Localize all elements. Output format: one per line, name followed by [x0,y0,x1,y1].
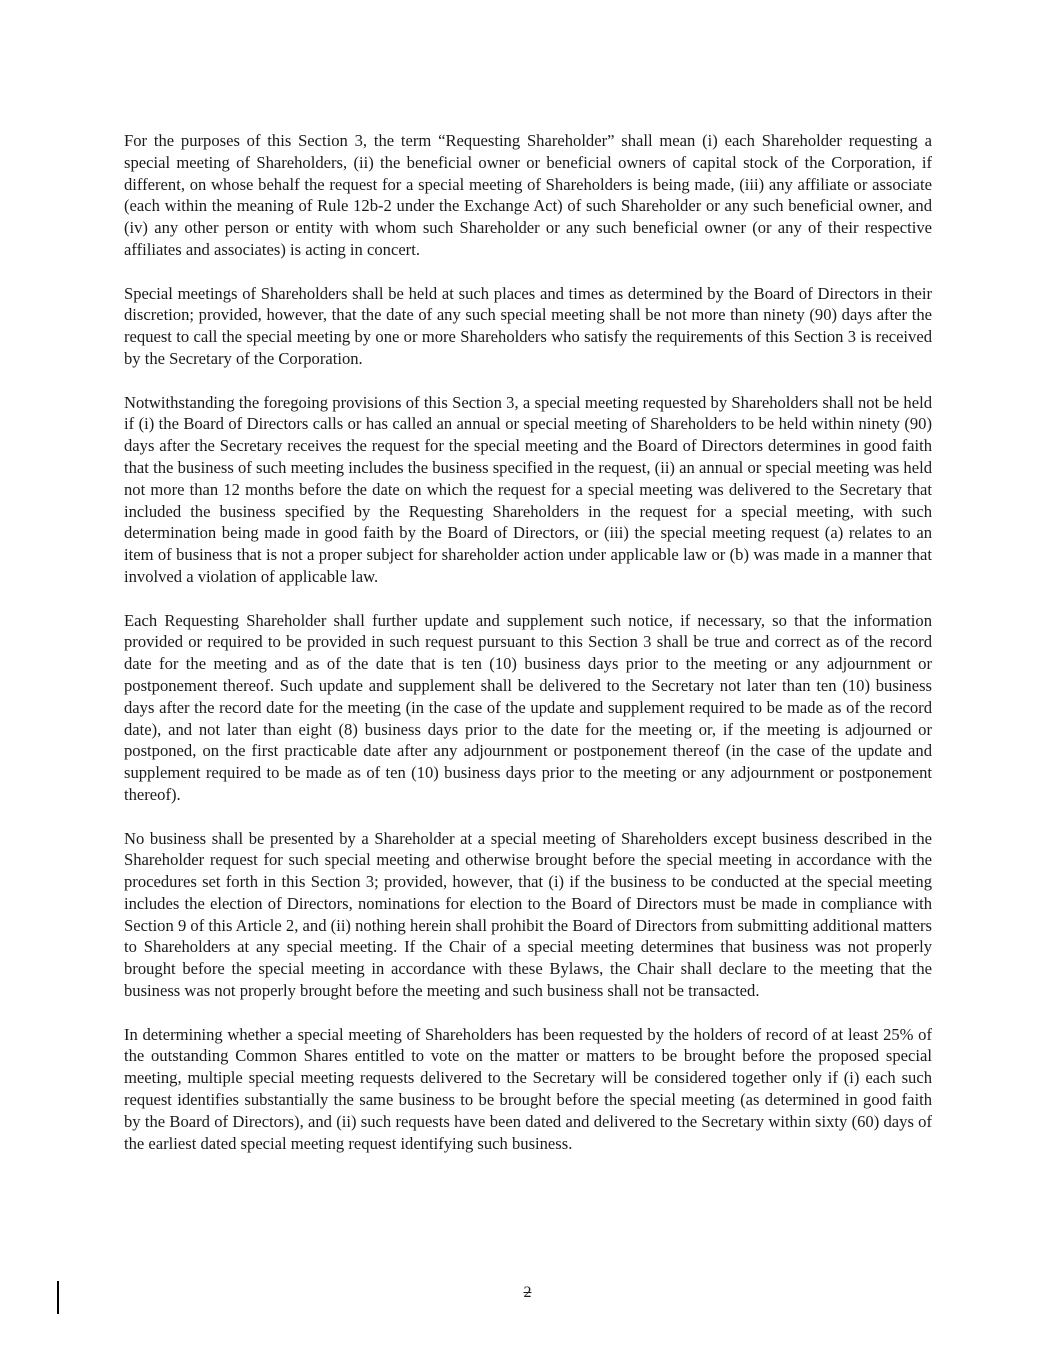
paragraph-requesting-shareholder-definition: For the purposes of this Section 3, the term “Requesting Shareholder” shall mean (i) each Shareholder requesting a special meeting of Shareholders, (ii) the beneficial owner or beneficial owners of capital stock of the Corporation, if different, on whose behalf the request for a special meeting of Shareholders is being made, (iii) any affiliate or associate (each within the meaning of Rule 12b-2 under the Exchange Act) of such Shareholder or any such beneficial owner, and (iv) any other person or entity with whom such Shareholder or any such beneficial owner (or any of their respective affiliates and associates) is acting in concert. [124,131,932,259]
document-body [124,130,932,1176]
paragraph-update-and-supplement: Each Requesting Shareholder shall further update and supplement such notice, if necessary, so that the information provided or required to be provided in such request pursuant to this Section 3 shall be true and correct as of the record date for the meeting and as of the date that is ten (10) business days prior to the meeting or any adjournment or postponement thereof. Such update and supplement shall be delivered to the Secretary not later than ten (10) business days after the record date for the meeting (in the case of the update and supplement required to be made as of the record date), and not later than eight (8) business days prior to the date for the meeting or, if the meeting is adjourned or postponed, on the first practicable date after any adjournment or postponement thereof (in the case of the update and supplement required to be made as of ten (10) business days prior to the meeting or any adjournment or postponement thereof). [124,610,932,804]
page-number: 2 [523,1284,532,1301]
paragraph-multiple-requests: In determining whether a special meeting of Shareholders has been requested by the holders of record of at least 25% of the outstanding Common Shares entitled to vote on the matter or matters to be brought before the proposed special meeting, multiple special meeting requests delivered to the Secretary will be considered together only if (i) each such request identifies substantially the same business to be brought before the special meeting (as determined in good faith by the Board of Directors), and (ii) such requests have been dated and delivered to the Secretary within sixty (60) days of the earliest dated special meeting request identifying such business. [124,1024,932,1153]
paragraph-special-meeting-timing: Special meetings of Shareholders shall be held at such places and times as determined by the Board of Directors in their discretion; provided, however, that the date of any such special meeting shall be not more than ninety (90) days after the request to call the special meeting by one or more Shareholders who satisfy the requirements of this Section 3 is received by the Secretary of the Corporation. [124,283,932,368]
paragraph-meeting-not-held-conditions: Notwithstanding the foregoing provisions of this Section 3, a special meeting requested by Shareholders shall not be held if (i) the Board of Directors calls or has called an annual or special meeting of Shareholders to be held within ninety (90) days after the Secretary receives the request for the special meeting and the Board of Directors determines in good faith that the business of such meeting includes the business specified in the request, (ii) an annual or special meeting was held not more than 12 months before the date on which the request for a special meeting was delivered to the Secretary that included the business specified by the Requesting Shareholders in the request for a special meeting, with such determination being made in good faith by the Board of Directors, or (iii) the special meeting request (a) relates to an item of business that is not a proper subject for shareholder action under applicable law or (b) was made in a manner that involved a violation of applicable law. [124,392,932,586]
paragraph-business-presented: No business shall be presented by a Shareholder at a special meeting of Shareholders except business described in the Shareholder request for such special meeting and otherwise brought before the special meeting in accordance with the procedures set forth in this Section 3; provided, however, that (i) if the business to be conducted at the special meeting includes the election of Directors, nominations for election to the Board of Directors must be made in compliance with Section 9 of this Article 2, and (ii) nothing herein shall prohibit the Board of Directors from submitting additional matters to Shareholders at any special meeting. If the Chair of a special meeting determines that business was not properly brought before the special meeting in accordance with these Bylaws, the Chair shall declare to the meeting that the business was not properly brought before the meeting and such business shall not be transacted. [124,828,932,1001]
